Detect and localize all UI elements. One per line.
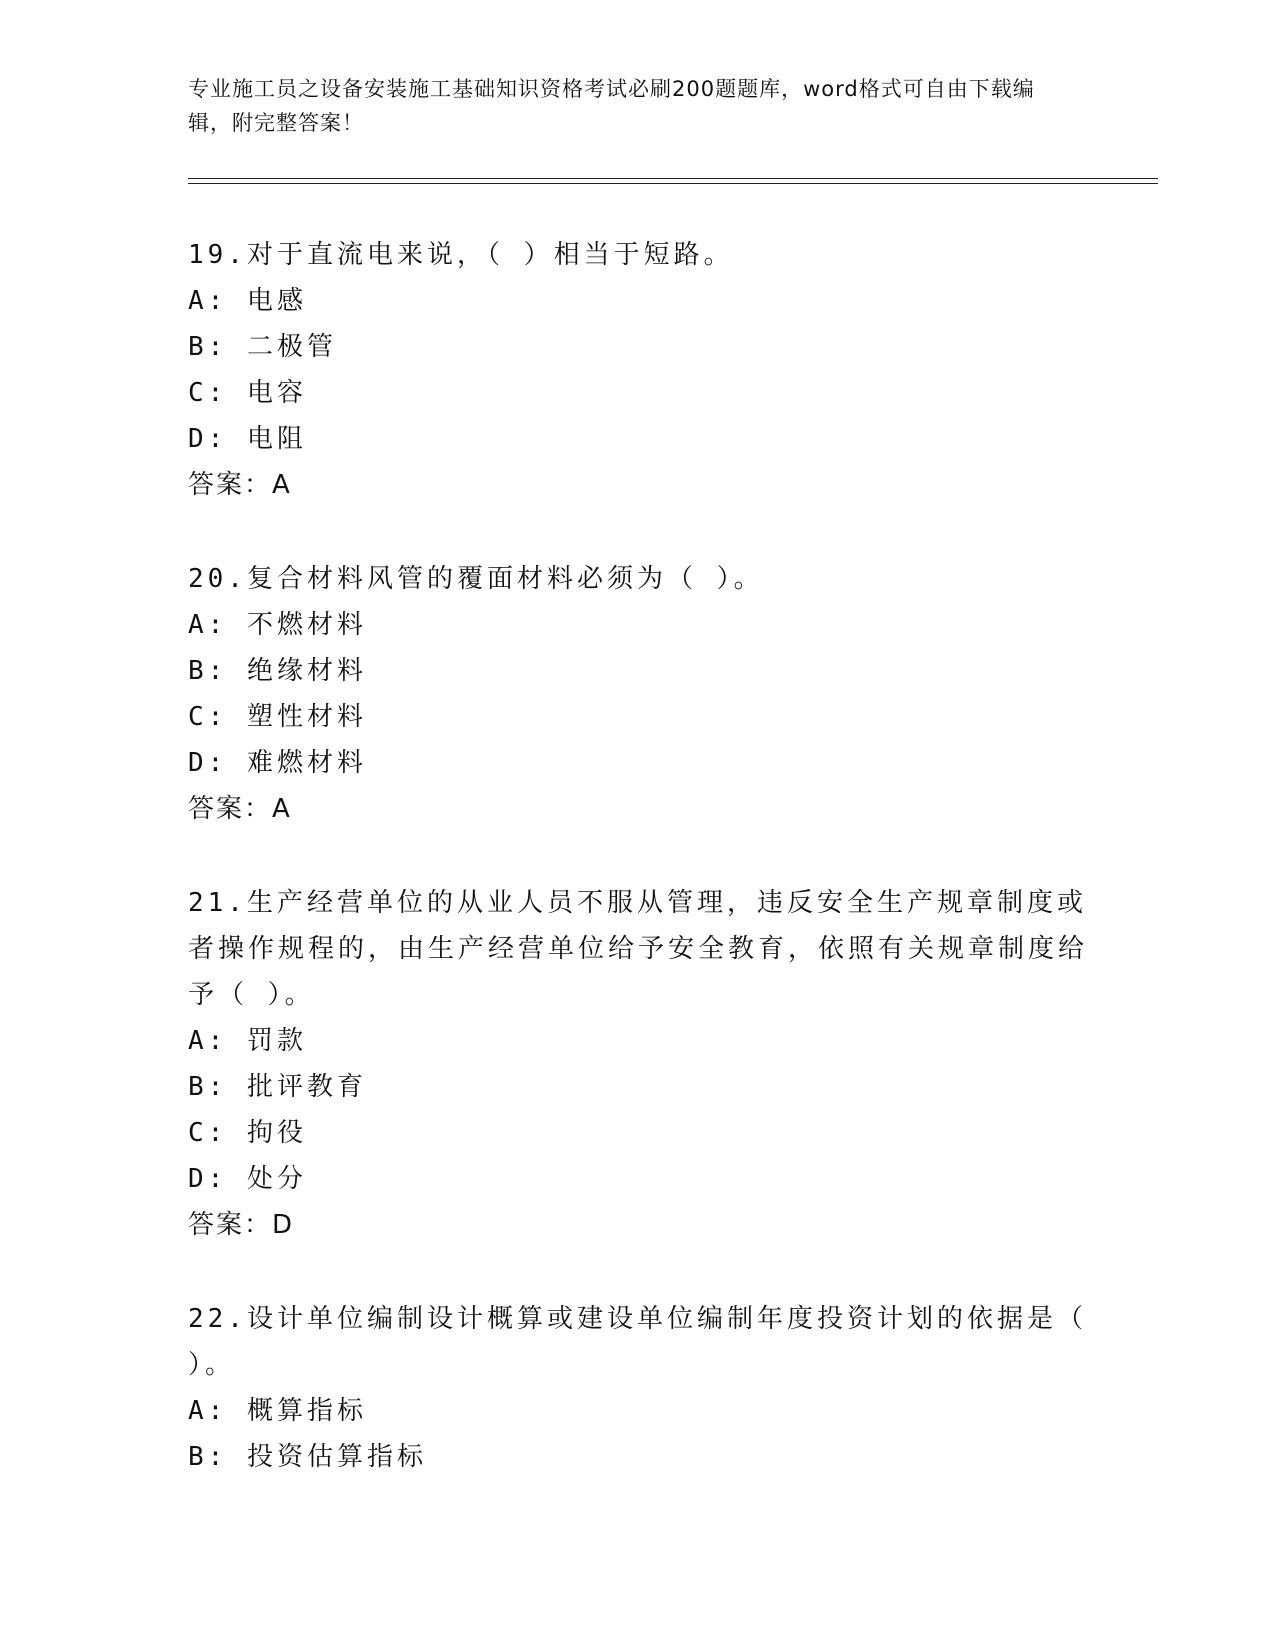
option-c: C: 拘役	[188, 1118, 307, 1148]
option-d: D: 电阻	[188, 424, 307, 454]
question-21	[188, 880, 1088, 1248]
option-c: C: 电容	[188, 378, 307, 408]
answer: 答案：A	[188, 470, 292, 500]
option-a: A: 不燃材料	[188, 610, 367, 640]
question-stem: 20.复合材料风管的覆面材料必须为（ ）。	[188, 564, 764, 594]
option-b: B: 批评教育	[188, 1072, 367, 1102]
option-d: D: 难燃材料	[188, 748, 367, 778]
question-stem: 19.对于直流电来说，（ ）相当于短路。	[188, 240, 734, 270]
option-a: A: 概算指标	[188, 1396, 367, 1426]
option-c: C: 塑性材料	[188, 702, 367, 732]
header-divider-bottom	[188, 183, 1158, 184]
question-22	[188, 1296, 1088, 1480]
answer: 答案：A	[188, 794, 292, 824]
option-b: B: 投资估算指标	[188, 1442, 427, 1472]
question-20	[188, 556, 1088, 832]
option-a: A: 电感	[188, 286, 307, 316]
option-b: B: 绝缘材料	[188, 656, 367, 686]
document-header: 专业施工员之设备安装施工基础知识资格考试必刷200题题库，word格式可自由下载编辑，附完整答案！	[188, 77, 1035, 135]
question-stem: 22.设计单位编制设计概算或建设单位编制年度投资计划的依据是（ ）。	[188, 1304, 1087, 1380]
question-19	[188, 232, 1088, 508]
answer: 答案：D	[188, 1210, 295, 1240]
question-stem: 21.生产经营单位的从业人员不服从管理，违反安全生产规章制度或者操作规程的，由生产经营单位给予安全教育，依照有关规章制度给予（ ）。	[188, 888, 1089, 1010]
header-divider-top	[188, 178, 1158, 179]
option-a: A: 罚款	[188, 1026, 307, 1056]
option-b: B: 二极管	[188, 332, 337, 362]
question-list	[188, 232, 1088, 1528]
option-d: D: 处分	[188, 1164, 307, 1194]
